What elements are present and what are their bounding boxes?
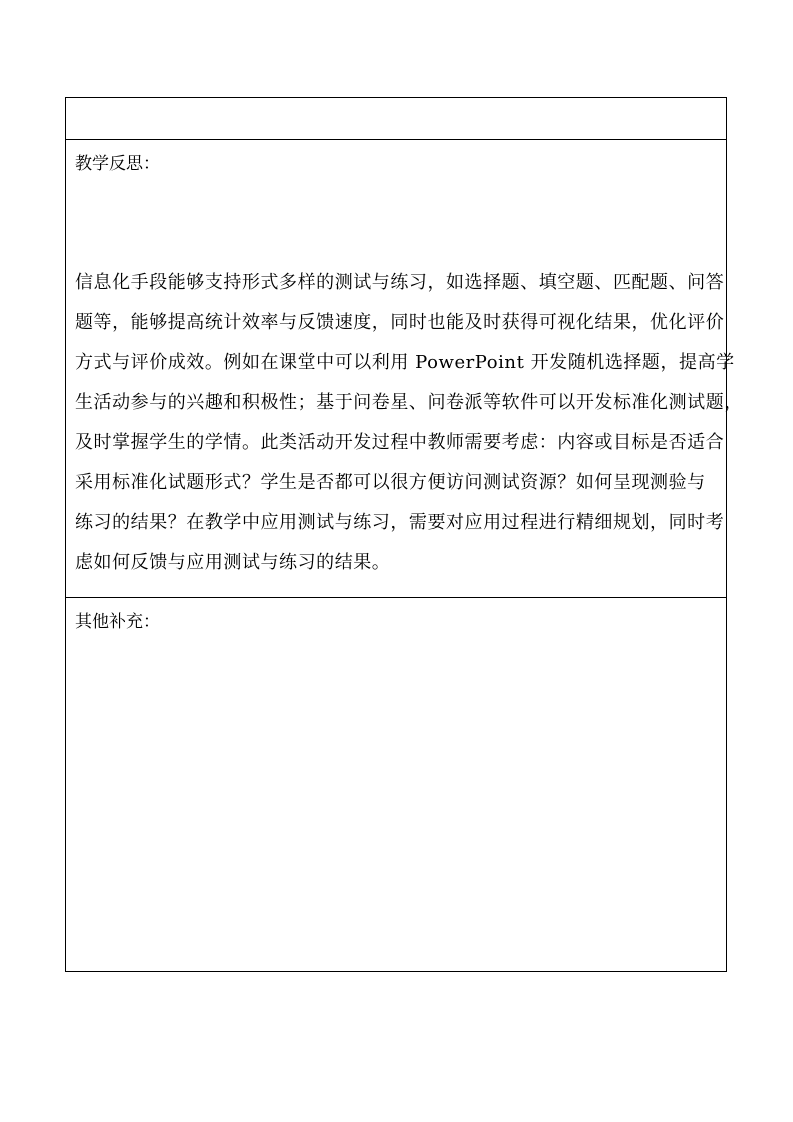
reflection-cell — [66, 139, 743, 597]
other-notes-cell — [66, 597, 726, 971]
reflection-paragraph — [75, 271, 743, 591]
paragraph-line: 采用标准化试题形式？学生是否都可以很方便访问测试资源？如何呈现测验与 — [75, 472, 706, 493]
paragraph-line: 信息化手段能够支持形式多样的测试与练习，如选择题、填空题、匹配题、问答 — [75, 272, 725, 293]
form-table — [65, 97, 743, 972]
empty-row — [66, 98, 726, 139]
other-notes-label: 其他补充： — [75, 612, 160, 632]
paragraph-line: 生活动参与的兴趣和积极性；基于问卷星、问卷派等软件可以开发标准化测试题， — [75, 392, 743, 413]
paragraph-line: 练习的结果？在教学中应用测试与练习，需要对应用过程进行精细规划，同时考 — [75, 512, 725, 533]
reflection-label: 教学反思： — [75, 154, 160, 174]
paragraph-line: 虑如何反馈与应用测试与练习的结果。 — [75, 552, 391, 573]
paragraph-line: 方式与评价成效。例如在课堂中可以利用 PowerPoint 开发随机选择题，提高学 — [75, 352, 735, 373]
paragraph-line: 题等，能够提高统计效率与反馈速度，同时也能及时获得可视化结果，优化评价 — [75, 312, 725, 333]
paragraph-line: 及时掌握学生的学情。此类活动开发过程中教师需要考虑：内容或目标是否适合 — [75, 432, 725, 453]
